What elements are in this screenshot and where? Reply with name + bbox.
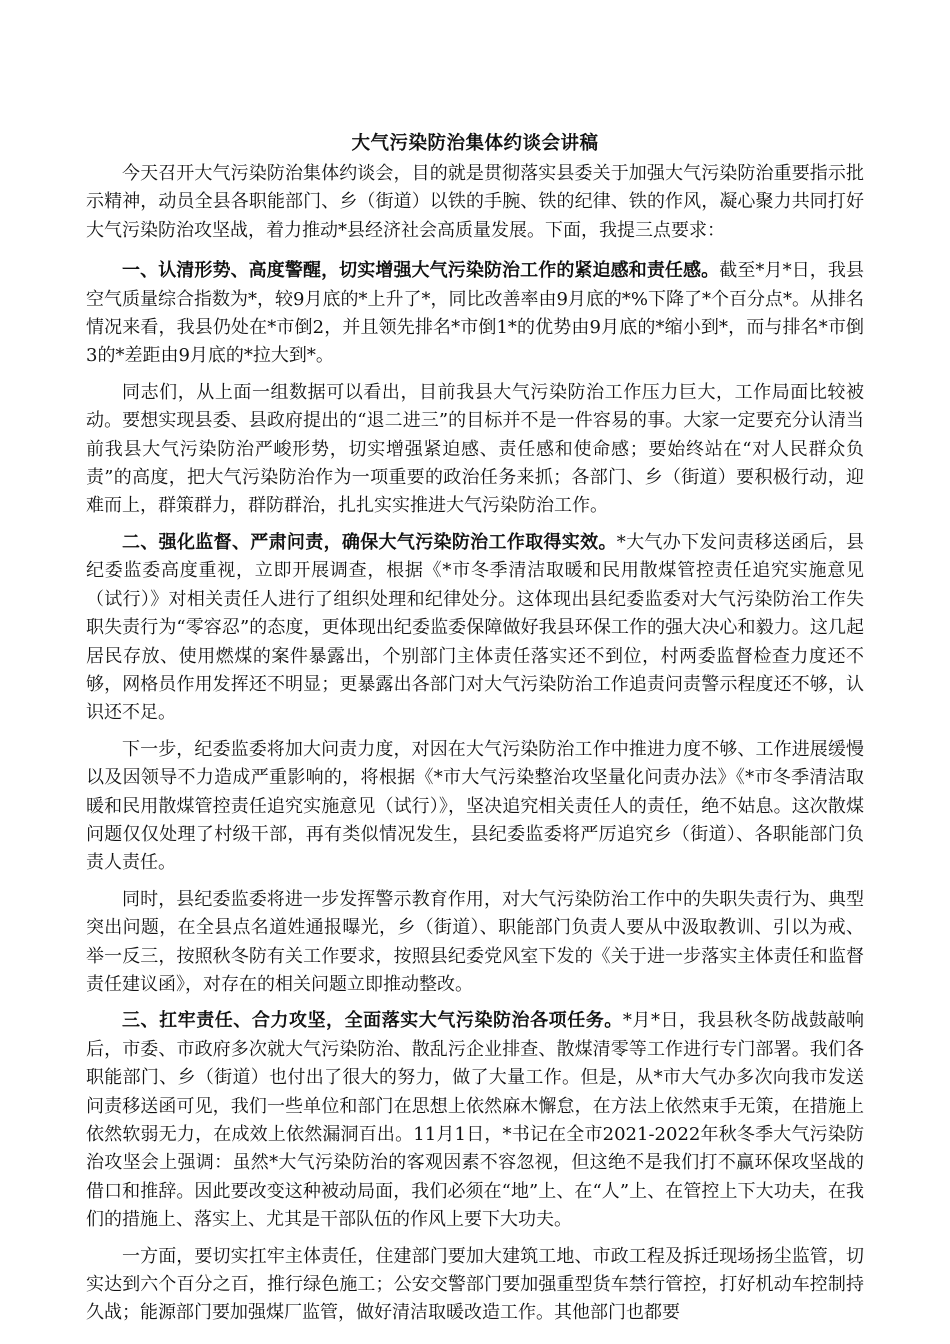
paragraph-body — [86, 379, 864, 521]
paragraph-section-1 — [86, 257, 864, 371]
paragraph-text: *大气办下发问责移送函后，县纪委监委高度重视，立即开展调查，根据《*市冬季清洁取暖和民用散煤管控责任追究实施意见（试行）》对相关责任人进行了组织处理和纪律处分。这体现出县纪委监委对大气污染防治工作失职失责行为“零容忍”的态度，更体现出纪委监委保障做好我县环保工作的强大决心和毅力。这几起居民存放、使用燃煤的案件暴露出，个别部门主体责任落实还不到位，村两委监督检查力度还不够，网格员作用发挥还不明显；更暴露出各部门对大气污染防治工作追责问责警示程度还不够，认识还不足。 — [86, 531, 865, 724]
paragraph-text: 同时，县纪委监委将进一步发挥警示教育作用，对大气污染防治工作中的失职失责行为、典型突出问题，在全县点名道姓通报曝光，乡（街道）、职能部门负责人要从中汲取教训、引以为戒、举一反三，按照秋冬防有关工作要求，按照县纪委党风室下发的《关于进一步落实主体责任和监督责任建议函》，对存在的相关问题立即推动整改。 — [86, 888, 864, 995]
paragraph-text: *月*日，我县秋冬防战鼓敲响后，市委、市政府多次就大气污染防治、散乱污企业排查、散煤清零等工作进行专门部署。我们各职能部门、乡（街道）也付出了很大的努力，做了大量工作。但是，从*市大气办多次向我市发送问责移送函可见，我们一些单位和部门在思想上依然麻木懈怠，在方法上依然束手无策，在措施上依然软弱无力，在成效上依然漏洞百出。11月1日，*书记在全市2021-2022年秋冬季大气污染防治攻坚会上强调：虽然*大气污染防治的客观因素不容忽视，但这绝不是我们打不赢环保攻坚战的借口和推辞。因此要改变这种被动局面，我们必须在“地”上、在“人”上、在管控上下大功夫，在我们的措施上、落实上、尤其是干部队伍的作风上要下大功夫。 — [86, 1010, 865, 1231]
section-heading-3: 三、扛牢责任、合力攻坚，全面落实大气污染防治各项任务。 — [122, 1010, 623, 1032]
paragraph-text: 下一步，纪委监委将加大问责力度，对因在大气污染防治工作中推进力度不够、工作进展缓慢以及因领导不力造成严重影响的，将根据《*市大气污染整治攻坚量化问责办法》《*市冬季清洁取暖和民用散煤管控责任追究实施意见（试行）》，坚决追究相关责任人的责任，绝不姑息。这次散煤问题仅仅处理了村级干部，再有类似情况发生，县纪委监委将严厉追究乡（街道）、各职能部门负责人责任。 — [86, 738, 864, 874]
paragraph-text: 今天召开大气污染防治集体约谈会，目的就是贯彻落实县委关于加强大气污染防治重要指示批示精神，动员全县各职能部门、乡（街道）以铁的手腕、铁的纪律、铁的作风，凝心聚力共同打好大气污染防治攻坚战，着力推动*县经济社会高质量发展。下面，我提三点要求： — [86, 163, 864, 241]
paragraph-section-2 — [86, 529, 864, 728]
paragraph-body — [86, 1243, 864, 1328]
paragraph-text: 截至*月*日，我县空气质量综合指数为*，较9月底的*上升了*，同比改善率由9月底的*%下降了*个百分点*。从排名情况来看，我县仍处在*市倒2，并且领先排名*市倒1*的优势由9月底的*缩小到*，而与排名*市倒3的*差距由9月底的*拉大到*。 — [86, 260, 865, 367]
section-heading-1: 一、认清形势、高度警醒，切实增强大气污染防治工作的紧迫感和责任感。 — [122, 260, 720, 282]
document-title: 大气污染防治集体约谈会讲稿 — [351, 133, 599, 154]
paragraph-intro — [86, 160, 864, 245]
section-heading-2: 二、强化监督、严肃问责，确保大气污染防治工作取得实效。 — [122, 531, 617, 553]
paragraph-text: 同志们，从上面一组数据可以看出，目前我县大气污染防治工作压力巨大，工作局面比较被动。要想实现县委、县政府提出的“退二进三”的目标并不是一件容易的事。大家一定要充分认清当前我县大气污染防治严峻形势，切实增强紧迫感、责任感和使命感；要始终站在“对人民群众负责”的高度，把大气污染防治作为一项重要的政治任务来抓；各部门、乡（街道）要积极行动，迎难而上，群策群力，群防群治，扎扎实实推进大气污染防治工作。 — [86, 381, 864, 517]
paragraph-body — [86, 886, 864, 1000]
paragraph-section-3 — [86, 1007, 864, 1234]
paragraph-text: 一方面，要切实扛牢主体责任，住建部门要加大建筑工地、市政工程及拆迁现场扬尘监管，切实达到六个百分之百，推行绿色施工；公安交警部门要加强重型货车禁行管控，打好机动车控制持久战；能源部门要加强煤厂监管，做好清洁取暖改造工作。其他部门也都要 — [86, 1245, 864, 1324]
paragraph-body — [86, 736, 864, 878]
